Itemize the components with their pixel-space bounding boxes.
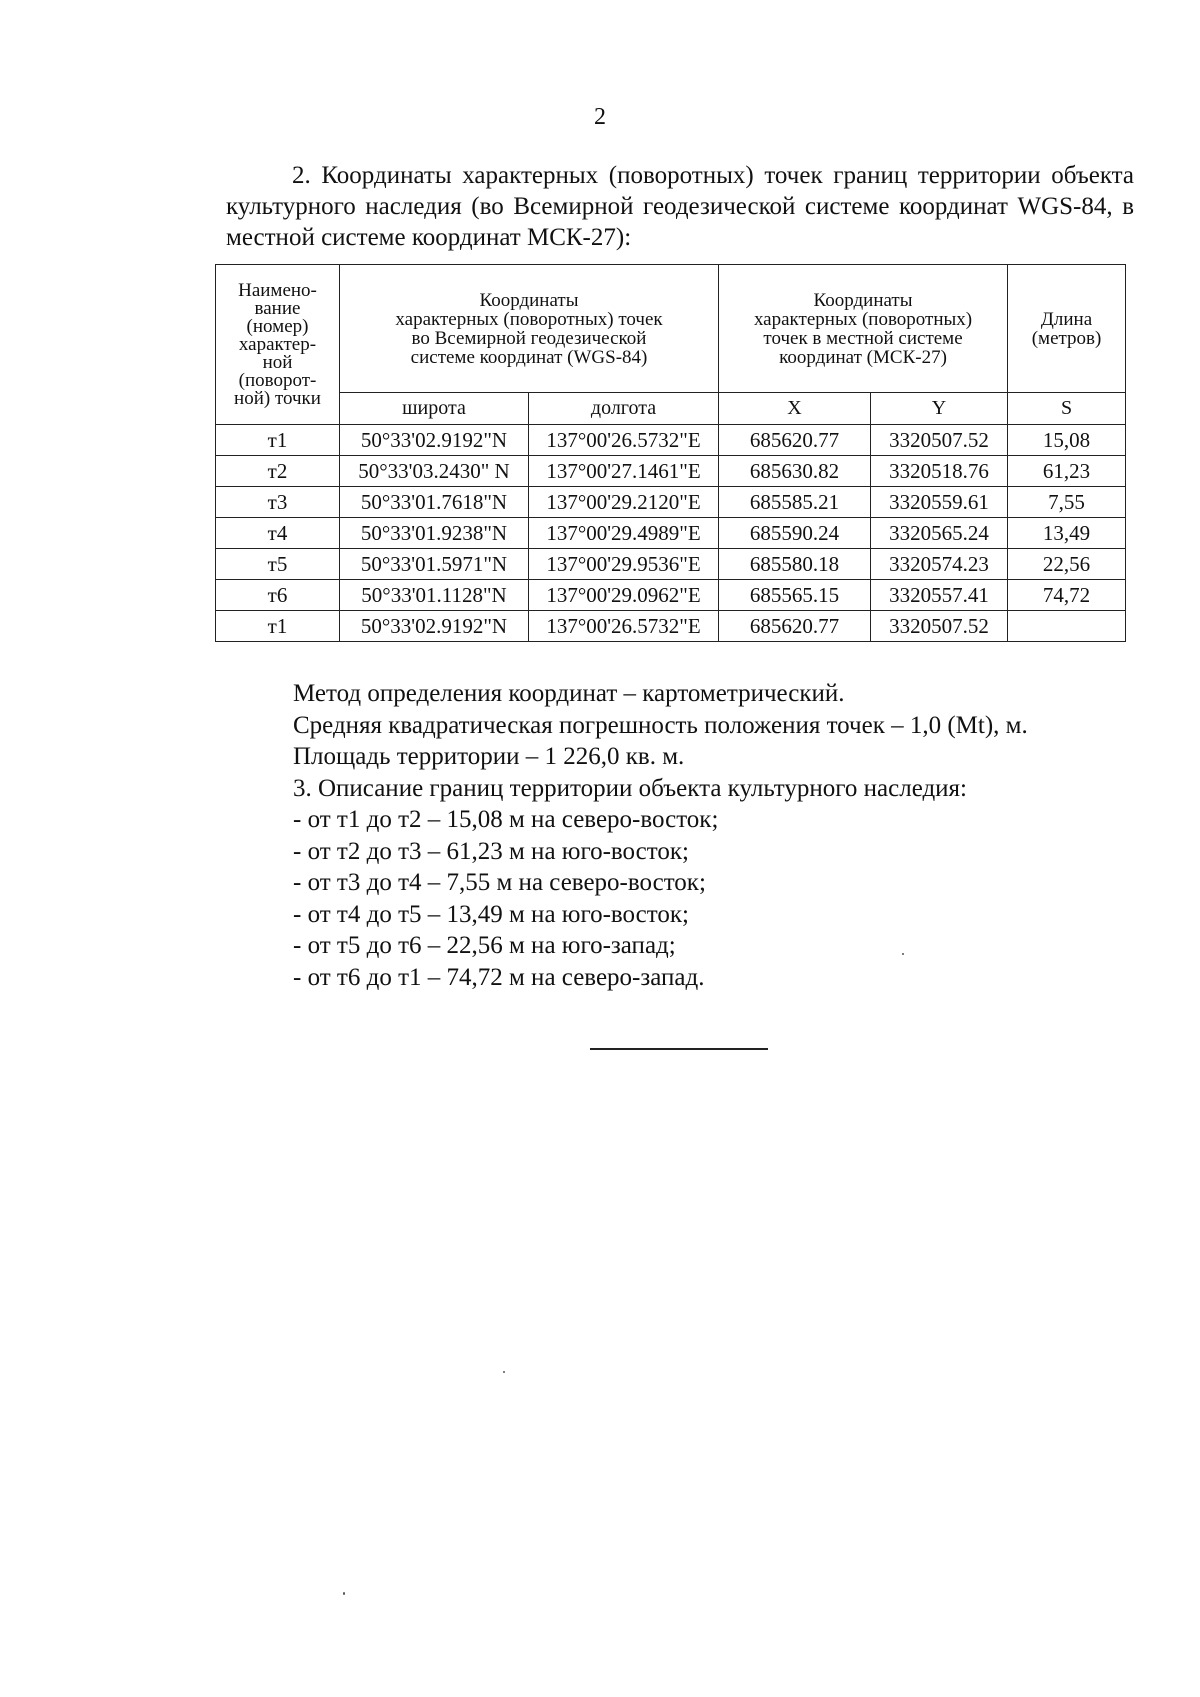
cell-s: 7,55: [1008, 487, 1126, 518]
cell-y: 3320557.41: [871, 580, 1008, 611]
cell-y: 3320574.23: [871, 549, 1008, 580]
cell-y: 3320518.76: [871, 456, 1008, 487]
table-row: [216, 549, 1126, 580]
header-wgs84-coordinates: Координаты характерных (поворотных) точек во Всемирной геодезической системе координат (WGS-84): [340, 265, 719, 393]
header-latitude: широта: [340, 393, 529, 425]
cell-y: 3320507.52: [871, 611, 1008, 642]
cell-s: 61,23: [1008, 456, 1126, 487]
cell-lat: 50°33'01.9238"N: [340, 518, 529, 549]
header-y: Y: [871, 393, 1008, 425]
cell-lat: 50°33'01.5971"N: [340, 549, 529, 580]
table-row: [216, 611, 1126, 642]
table-body: [216, 425, 1126, 642]
cell-x: 685585.21: [719, 487, 871, 518]
cell-x: 685630.82: [719, 456, 871, 487]
cell-lon: 137°00'29.4989"E: [529, 518, 719, 549]
boundary-item: - от т3 до т4 – 7,55 м на северо-восток;: [293, 869, 706, 896]
cell-lon: 137°00'27.1461"E: [529, 456, 719, 487]
table-row: [216, 518, 1126, 549]
table-header-row: [216, 265, 1126, 393]
boundary-item: - от т6 до т1 – 74,72 м на северо-запад.: [293, 963, 705, 991]
error-line: Средняя квадратическая погрешность положения точек – 1,0 (Mt), м.: [293, 711, 1028, 739]
boundary-item: - от т4 до т5 – 13,49 м на юго-восток;: [293, 900, 689, 928]
cell-name: т6: [216, 580, 340, 611]
cell-lon: 137°00'29.9536"E: [529, 549, 719, 580]
method-line: Метод определения координат – картометрический.: [293, 680, 845, 707]
cell-s: 22,56: [1008, 549, 1126, 580]
cell-lon: 137°00'29.2120"E: [529, 487, 719, 518]
cell-x: 685580.18: [719, 549, 871, 580]
scan-speck: [343, 1592, 345, 1595]
section-3-title: 3. Описание границ территории объекта культурного наследия:: [293, 774, 967, 802]
cell-lat: 50°33'01.1128"N: [340, 580, 529, 611]
area-line: Площадь территории – 1 226,0 кв. м.: [293, 743, 685, 770]
table-row: [216, 456, 1126, 487]
cell-name: т4: [216, 518, 340, 549]
header-msk27-coordinates: Координаты характерных (поворотных) точек в местной системе координат (МСК-27): [719, 265, 1008, 393]
header-s: S: [1008, 393, 1126, 425]
cell-s: 74,72: [1008, 580, 1126, 611]
boundary-list: [293, 804, 1133, 993]
cell-s: 15,08: [1008, 425, 1126, 456]
table-row: [216, 487, 1126, 518]
boundary-item: - от т5 до т6 – 22,56 м на юго-запад;: [293, 932, 676, 959]
table-row: [216, 580, 1126, 611]
cell-x: 685565.15: [719, 580, 871, 611]
cell-name: т2: [216, 456, 340, 487]
closing-rule: [590, 1048, 768, 1050]
cell-s: 13,49: [1008, 518, 1126, 549]
cell-name: т3: [216, 487, 340, 518]
cell-y: 3320559.61: [871, 487, 1008, 518]
cell-lat: 50°33'02.9192"N: [340, 425, 529, 456]
cell-lon: 137°00'26.5732"E: [529, 611, 719, 642]
boundary-item: - от т1 до т2 – 15,08 м на северо-восток;: [293, 806, 719, 833]
scan-speck: [902, 953, 904, 955]
cell-y: 3320565.24: [871, 518, 1008, 549]
cell-lat: 50°33'03.2430" N: [340, 456, 529, 487]
boundary-item: - от т2 до т3 – 61,23 м на юго-восток;: [293, 837, 689, 865]
boundary-description: [293, 678, 1133, 993]
cell-y: 3320507.52: [871, 425, 1008, 456]
header-x: X: [719, 393, 871, 425]
page-number: 2: [594, 104, 606, 130]
table-subheader-row: [216, 393, 1126, 425]
cell-name: т5: [216, 549, 340, 580]
cell-x: 685590.24: [719, 518, 871, 549]
header-length: Длина (метров): [1008, 265, 1126, 393]
cell-lat: 50°33'02.9192"N: [340, 611, 529, 642]
scan-speck: [503, 1371, 505, 1373]
section-2-intro: 2. Координаты характерных (поворотных) точек границ территории объекта культурного наследия (во Всемирной геодезической системе координат WGS-84, в местной системе координат МСК-27):: [226, 162, 1134, 251]
cell-name: т1: [216, 611, 340, 642]
cell-x: 685620.77: [719, 611, 871, 642]
header-point-name: Наимено- вание (номер) характер- ной (поворот- ной) точки: [216, 265, 340, 425]
cell-name: т1: [216, 425, 340, 456]
cell-lat: 50°33'01.7618"N: [340, 487, 529, 518]
header-longitude: долгота: [529, 393, 719, 425]
coordinates-table: [215, 264, 1126, 642]
cell-lon: 137°00'26.5732"E: [529, 425, 719, 456]
cell-x: 685620.77: [719, 425, 871, 456]
cell-lon: 137°00'29.0962"E: [529, 580, 719, 611]
cell-s: [1008, 611, 1126, 642]
table-row: [216, 425, 1126, 456]
